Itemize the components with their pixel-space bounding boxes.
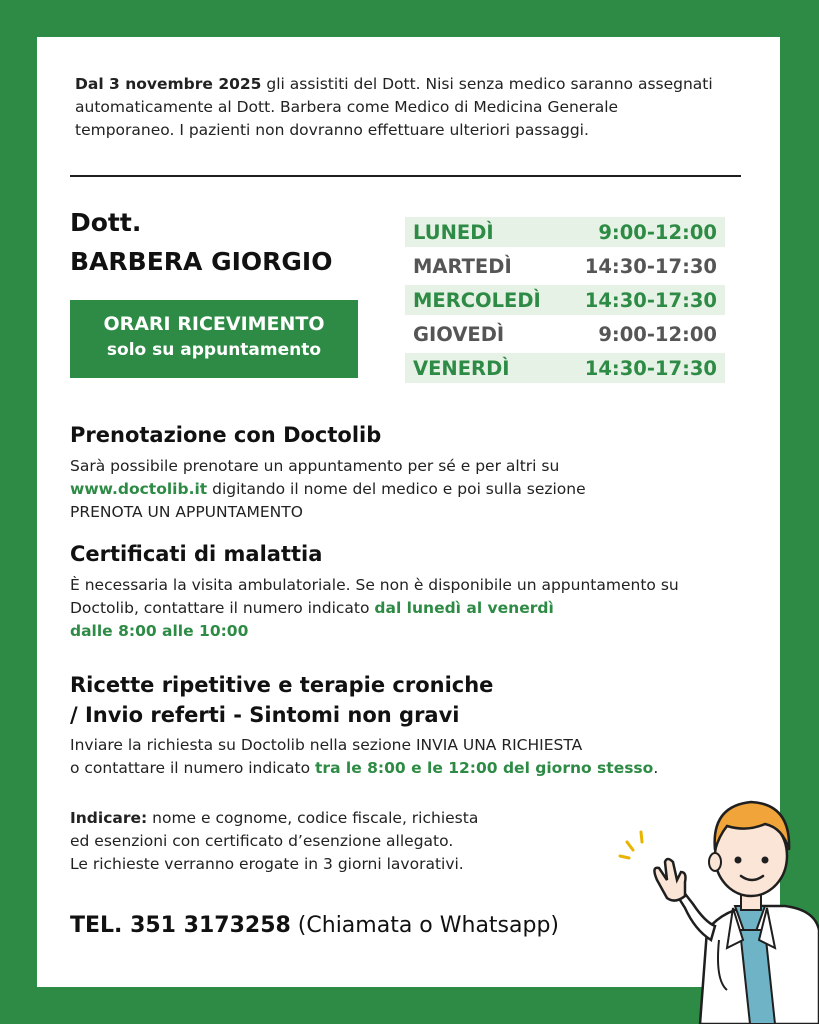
certificati-days: dal lunedì al venerdì xyxy=(374,599,554,617)
certificati-section xyxy=(70,539,750,643)
ricette-heading-1: Ricette ripetitive e terapie croniche xyxy=(70,673,494,697)
schedule-time: 14:30-17:30 xyxy=(584,288,717,312)
schedule-row xyxy=(405,217,725,247)
schedule-row xyxy=(405,285,725,315)
phone-note: (Chiamata o Whatsapp) xyxy=(290,913,560,938)
doctolib-text xyxy=(70,455,750,524)
doctor-name xyxy=(70,203,333,281)
phone-line xyxy=(70,913,559,938)
doctolib-section xyxy=(70,420,750,524)
indicare-line-2: ed esenzioni con certificato d’esenzione allegato. xyxy=(70,832,454,850)
doctor-fullname: BARBERA GIORGIO xyxy=(70,247,333,276)
notice-text: gli assistiti del Dott. Nisi senza medico saranno assegnati automaticamente al Dott. Barbera come Medico di Medicina Generale temporaneo. I pazienti non dovranno effettuare ulteriori passaggi. xyxy=(75,75,713,139)
schedule-row xyxy=(405,319,725,349)
indicare-section xyxy=(70,807,550,876)
schedule-table xyxy=(405,217,725,387)
schedule-day: MERCOLEDÌ xyxy=(413,288,541,312)
schedule-row xyxy=(405,353,725,383)
schedule-day: LUNEDÌ xyxy=(413,220,494,244)
notice-paragraph xyxy=(75,73,715,142)
phone-number[interactable]: TEL. 351 3173258 xyxy=(70,913,291,938)
ricette-heading-2: / Invio referti - Sintomi non gravi xyxy=(70,703,460,727)
certificati-text xyxy=(70,574,750,643)
ricette-hours: tra le 8:00 e le 12:00 del giorno stesso xyxy=(315,759,654,777)
schedule-day: VENERDÌ xyxy=(413,356,510,380)
indicare-label: Indicare: xyxy=(70,809,148,827)
doctor-title: Dott. xyxy=(70,208,142,237)
ricette-text-end: . xyxy=(653,759,659,777)
ricette-text-1: Inviare la richiesta su Doctolib nella sezione INVIA UNA RICHIESTA xyxy=(70,736,583,754)
schedule-day: MARTEDÌ xyxy=(413,254,512,278)
doctolib-text-1: Sarà possibile prenotare un appuntamento per sé e per altri su xyxy=(70,457,560,475)
schedule-time: 14:30-17:30 xyxy=(584,356,717,380)
indicare-line-3: Le richieste verranno erogate in 3 giorni lavorativi. xyxy=(70,855,464,873)
hours-badge-title: ORARI RICEVIMENTO xyxy=(103,313,325,335)
schedule-time: 9:00-12:00 xyxy=(598,322,717,346)
doctolib-heading: Prenotazione con Doctolib xyxy=(70,423,382,447)
schedule-row xyxy=(405,251,725,281)
certificati-heading: Certificati di malattia xyxy=(70,542,323,566)
doctor-illustration xyxy=(615,780,819,1024)
ricette-section xyxy=(70,670,760,780)
indicare-line-1: nome e cognome, codice fiscale, richiesta xyxy=(147,809,479,827)
schedule-day: GIOVEDÌ xyxy=(413,322,505,346)
notice-date: Dal 3 novembre 2025 xyxy=(75,75,262,93)
schedule-time: 9:00-12:00 xyxy=(598,220,717,244)
certificati-hours: dalle 8:00 alle 10:00 xyxy=(70,622,249,640)
schedule-time: 14:30-17:30 xyxy=(584,254,717,278)
ricette-text-2: o contattare il numero indicato xyxy=(70,759,316,777)
ricette-text xyxy=(70,734,760,780)
divider xyxy=(70,175,741,177)
doctolib-text-2: digitando il nome del medico e poi sulla sezione xyxy=(207,480,586,498)
doctolib-text-3: PRENOTA UN APPUNTAMENTO xyxy=(70,503,303,521)
hours-badge xyxy=(70,300,358,378)
doctolib-link[interactable]: www.doctolib.it xyxy=(70,480,208,498)
certificati-text-1: È necessaria la visita ambulatoriale. Se non è disponibile un appuntamento su Doctolib, contattare il numero indicato xyxy=(70,576,679,617)
hours-badge-subtitle: solo su appuntamento xyxy=(106,340,322,360)
